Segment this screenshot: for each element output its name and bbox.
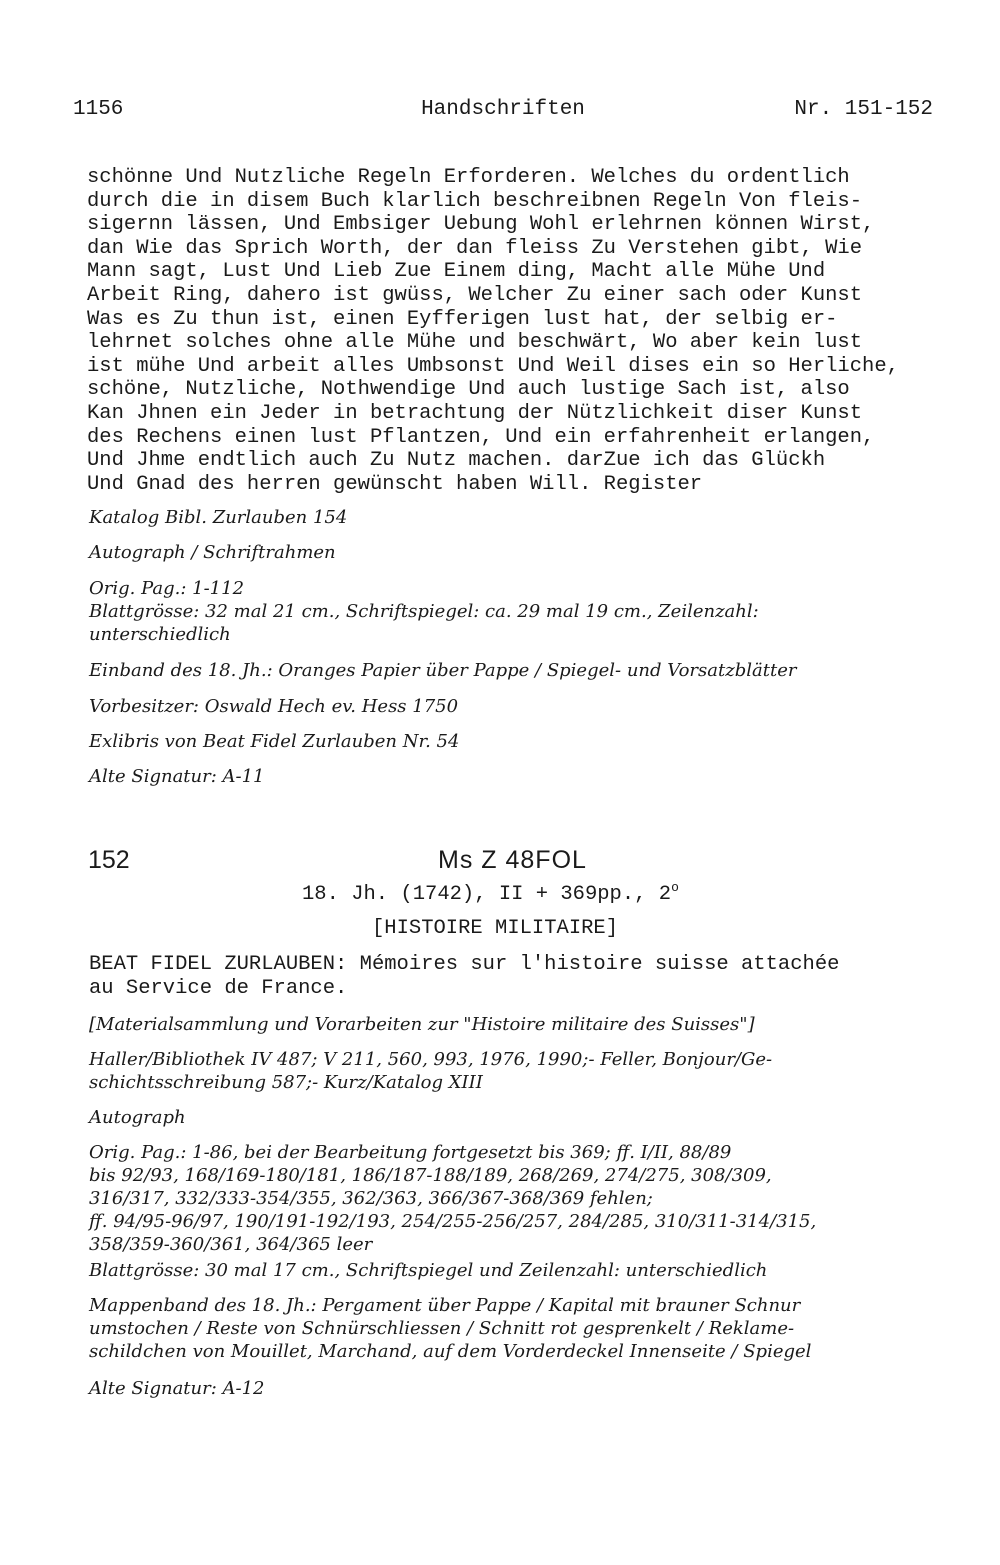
- text-line: Arbeit Ring, dahero ist gwüss, Welcher Zu einer sach oder Kunst: [87, 283, 863, 307]
- text-line: durch die in disem Buch klarlich beschreibnen Regeln Von fleis-: [87, 189, 863, 213]
- binding-line: schildchen von Mouillet, Marchand, auf dem Vorderdeckel Innenseite / Spiegel: [89, 1341, 812, 1362]
- provenance: Vorbesitzer: Oswald Hech ev. Hess 1750: [89, 696, 459, 717]
- format-line: unterschiedlich: [89, 624, 231, 645]
- text-line: schönne Und Nutzliche Regeln Erforderen. Welches du ordentlich: [87, 166, 850, 189]
- pagination-line: ff. 94/95-96/97, 190/191-192/193, 254/255-256/257, 284/285, 310/311-314/315,: [89, 1211, 817, 1232]
- old-signature: Alte Signatur: A-11: [89, 766, 265, 787]
- format-info: [89, 600, 759, 646]
- subject-heading: [HISTOIRE MILITAIRE]: [372, 917, 619, 940]
- binding-info: Einband des 18. Jh.: Oranges Papier über Pappe / Spiegel- und Vorsatzblätter: [89, 660, 797, 681]
- text-line: Und Gnad des herren gewünscht haben Will. Register: [87, 472, 703, 496]
- title-line: au Service de France.: [89, 976, 348, 1000]
- text-line: des Rechens einen lust Pflantzen, Und ein erfahrenheit erlangen,: [87, 425, 875, 449]
- shelfmark: Ms Z 48FOL: [438, 846, 587, 874]
- date-extent: 18. Jh. (1742), II + 369pp., 2: [302, 882, 672, 906]
- date-line: [302, 880, 679, 906]
- literature: [89, 1048, 772, 1094]
- format-line: Blattgrösse: 32 mal 21 cm., Schriftspiegel: ca. 29 mal 19 cm., Zeilenzahl:: [89, 601, 759, 622]
- autograph-note: Autograph: [89, 1107, 186, 1128]
- binding-line: Mappenband des 18. Jh.: Pergament über Pappe / Kapital mit brauner Schnur: [89, 1295, 801, 1316]
- section-title: Handschriften: [421, 98, 585, 121]
- entry-151-text: [87, 166, 987, 496]
- autograph-note: Autograph / Schriftrahmen: [89, 542, 336, 563]
- page-header: [73, 98, 933, 124]
- text-line: Was es Zu thun ist, einen Eyfferigen lust hat, der selbig er-: [87, 307, 838, 331]
- format-superscript: o: [671, 880, 679, 895]
- text-line: sigernn lässen, Und Embsiger Uebung Wohl erlehrnen können Wirst,: [87, 213, 875, 237]
- binding-line: umstochen / Reste von Schnürschliessen / Schnitt rot gesprenkelt / Reklame-: [89, 1318, 795, 1339]
- text-line: schöne, Nutzliche, Nothwendige Und auch lustige Sach ist, also: [87, 378, 850, 402]
- text-line: dan Wie das Sprich Worth, der dan fleiss Zu Verstehen gibt, Wie: [87, 236, 863, 260]
- literature-line: schichtsschreibung 587;- Kurz/Katalog XIII: [89, 1072, 483, 1093]
- literature-line: Haller/Bibliothek IV 487; V 211, 560, 993, 1976, 1990;- Feller, Bonjour/Ge-: [89, 1049, 773, 1070]
- content-note: [Materialsammlung und Vorarbeiten zur "Histoire militaire des Suisses"]: [89, 1014, 755, 1035]
- pagination-line: 358/359-360/361, 364/365 leer: [89, 1234, 373, 1255]
- old-signature: Alte Signatur: A-12: [89, 1378, 265, 1399]
- entry-number: 152: [88, 846, 130, 874]
- text-line: ist mühe Und arbeit alles Umbsonst Und Weil dises ein so Herliche,: [87, 354, 899, 378]
- pagination-line: Orig. Pag.: 1-86, bei der Bearbeitung fortgesetzt bis 369; ff. I/II, 88/89: [89, 1142, 732, 1163]
- binding-info: [89, 1294, 811, 1363]
- pagination: Orig. Pag.: 1-112: [89, 578, 245, 599]
- entry-range: Nr. 151-152: [794, 98, 933, 121]
- page-number: 1156: [73, 98, 124, 121]
- exlibris: Exlibris von Beat Fidel Zurlauben Nr. 54: [89, 731, 460, 752]
- pagination: [89, 1141, 816, 1256]
- text-line: Kan Jhnen ein Jeder in betrachtung der Nützlichkeit diser Kunst: [87, 401, 863, 425]
- text-line: Mann sagt, Lust Und Lieb Zue Einem ding, Macht alle Mühe Und: [87, 260, 826, 284]
- catalog-reference: Katalog Bibl. Zurlauben 154: [89, 507, 348, 528]
- text-line: lehrnet solches ohne alle Mühe und beschwärt, Wo aber kein lust: [87, 331, 863, 355]
- title-line: BEAT FIDEL ZURLAUBEN: Mémoires sur l'histoire suisse attachée: [89, 953, 840, 976]
- title-block: [89, 953, 969, 1000]
- format-info: Blattgrösse: 30 mal 17 cm., Schriftspiegel und Zeilenzahl: unterschiedlich: [89, 1260, 768, 1281]
- pagination-line: bis 92/93, 168/169-180/181, 186/187-188/189, 268/269, 274/275, 308/309,: [89, 1165, 772, 1186]
- pagination-line: 316/317, 332/333-354/355, 362/363, 366/367-368/369 fehlen;: [89, 1188, 653, 1209]
- text-line: Und Jhme endtlich auch Zu Nutz machen. darZue ich das Glückh: [87, 449, 826, 473]
